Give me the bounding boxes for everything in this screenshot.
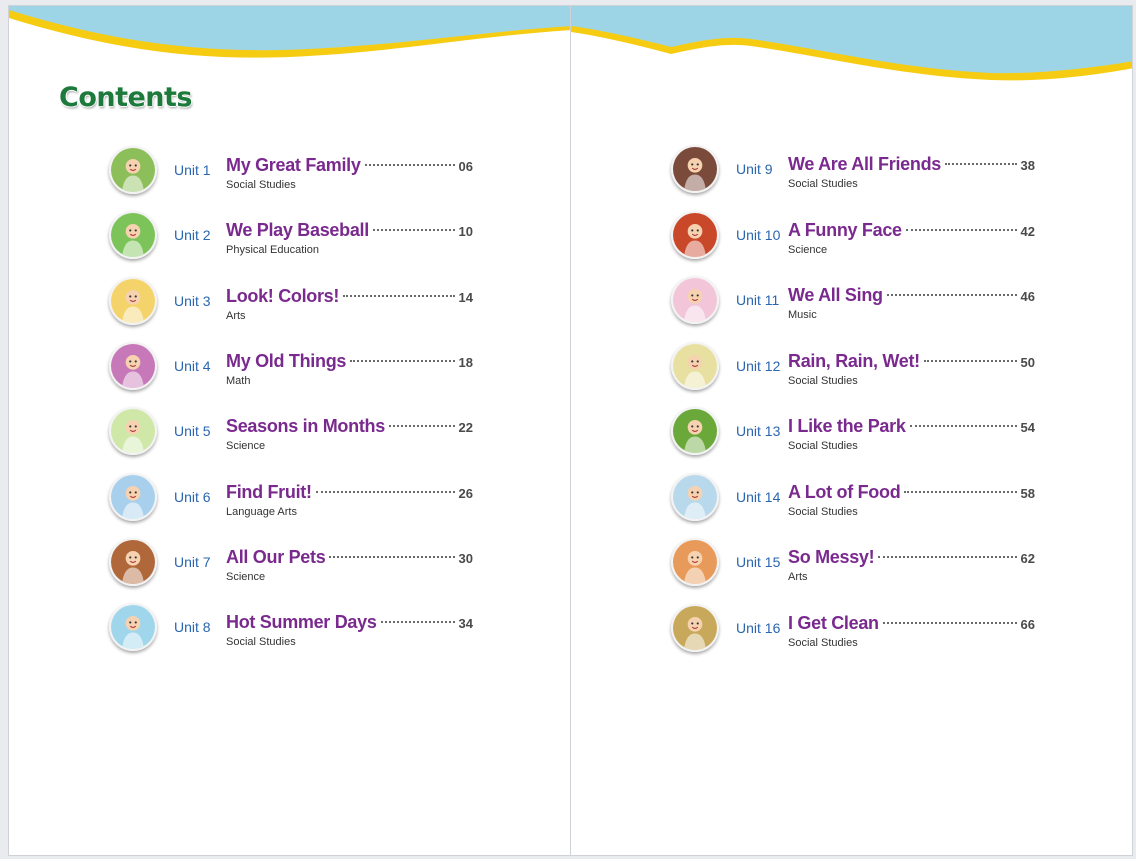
funny-face-icon [671, 211, 719, 259]
unit-title-line [788, 154, 1035, 175]
page-number: 38 [1020, 158, 1035, 173]
baseball-kid-icon [109, 211, 157, 259]
unit-subject: Music [788, 309, 817, 321]
page-number: 62 [1020, 551, 1035, 566]
unit-title-line [788, 285, 1035, 306]
header-wave [571, 6, 1133, 106]
toys-icon [109, 342, 157, 390]
family-photo-icon [109, 146, 157, 194]
page-number: 34 [458, 616, 473, 631]
guitar-kid-icon [671, 276, 719, 324]
page-number: 22 [458, 420, 473, 435]
unit-entry[interactable] [671, 604, 1035, 656]
unit-title[interactable]: We Play Baseball [226, 220, 369, 240]
page-number: 18 [458, 355, 473, 370]
unit-title[interactable]: Rain, Rain, Wet! [788, 351, 920, 371]
unit-entry[interactable] [671, 276, 1035, 328]
page-number: 06 [458, 159, 473, 174]
page-number: 26 [458, 486, 473, 501]
unit-subject: Science [226, 440, 266, 452]
unit-subject: Arts [788, 571, 808, 583]
unit-subject: Language Arts [226, 506, 297, 518]
food-kid-icon [671, 473, 719, 521]
unit-title-line [788, 613, 1035, 634]
unit-title-line [788, 547, 1035, 568]
unit-subject: Math [226, 375, 251, 387]
unit-number: Unit 5 [174, 423, 211, 439]
rain-kid-icon [671, 342, 719, 390]
unit-title[interactable]: A Lot of Food [788, 482, 901, 502]
unit-number: Unit 8 [174, 619, 211, 635]
unit-number: Unit 2 [174, 227, 211, 243]
dot-leader [887, 294, 1017, 296]
unit-entry[interactable] [671, 342, 1035, 394]
unit-subject: Social Studies [788, 440, 858, 452]
page-number: 46 [1020, 289, 1035, 304]
unit-subject: Social Studies [788, 178, 858, 190]
unit-title[interactable]: So Messy! [788, 547, 875, 567]
tree-icon [109, 407, 157, 455]
unit-number: Unit 10 [736, 227, 781, 243]
unit-title[interactable]: My Old Things [226, 351, 347, 371]
unit-title[interactable]: Seasons in Months [226, 416, 385, 436]
unit-title-line [226, 286, 473, 307]
page-number: 50 [1020, 355, 1035, 370]
unit-title[interactable]: All Our Pets [226, 547, 326, 567]
page-number: 14 [458, 290, 473, 305]
unit-number: Unit 15 [736, 554, 781, 570]
unit-subject: Social Studies [788, 375, 858, 387]
unit-title-line [788, 220, 1035, 241]
unit-entry[interactable] [109, 277, 473, 329]
park-icon [671, 407, 719, 455]
unit-title[interactable]: A Funny Face [788, 220, 902, 240]
unit-subject: Physical Education [226, 244, 319, 256]
unit-title-line [226, 416, 473, 437]
page-number: 58 [1020, 486, 1035, 501]
dot-leader [343, 295, 454, 297]
beach-icon [109, 603, 157, 651]
messy-room-icon [671, 538, 719, 586]
unit-number: Unit 6 [174, 489, 211, 505]
unit-number: Unit 9 [736, 161, 773, 177]
washing-kid-icon [671, 604, 719, 652]
unit-entry[interactable] [109, 342, 473, 394]
unit-title[interactable]: Find Fruit! [226, 482, 312, 502]
unit-title-line [788, 416, 1035, 437]
page-number: 66 [1020, 617, 1035, 632]
unit-entry[interactable] [671, 145, 1035, 197]
unit-title-line [226, 155, 473, 176]
unit-title[interactable]: My Great Family [226, 155, 361, 175]
dot-leader [329, 556, 454, 558]
unit-number: Unit 13 [736, 423, 781, 439]
unit-number: Unit 1 [174, 162, 211, 178]
unit-subject: Arts [226, 310, 246, 322]
unit-title-line [226, 220, 473, 241]
unit-entry[interactable] [109, 538, 473, 590]
unit-title[interactable]: We Are All Friends [788, 154, 941, 174]
left-page [8, 5, 571, 856]
dot-leader [878, 556, 1016, 558]
child-face-icon [109, 473, 157, 521]
dot-leader [316, 491, 455, 493]
unit-subject: Social Studies [788, 506, 858, 518]
unit-subject: Social Studies [226, 636, 296, 648]
unit-number: Unit 3 [174, 293, 211, 309]
page-number: 42 [1020, 224, 1035, 239]
unit-entry[interactable] [671, 407, 1035, 459]
dot-leader [373, 229, 455, 231]
dot-leader [945, 163, 1017, 165]
dot-leader [904, 491, 1016, 493]
unit-title-line [226, 482, 473, 503]
unit-title[interactable]: Hot Summer Days [226, 612, 377, 632]
unit-number: Unit 12 [736, 358, 781, 374]
unit-entry[interactable] [671, 473, 1035, 525]
dot-leader [365, 164, 455, 166]
color-wheel-icon [109, 277, 157, 325]
dot-leader [389, 425, 455, 427]
unit-entry[interactable] [109, 146, 473, 198]
unit-entry[interactable] [109, 211, 473, 263]
page-number: 54 [1020, 420, 1035, 435]
dot-leader [381, 621, 455, 623]
unit-title-line [226, 351, 473, 372]
unit-subject: Social Studies [788, 637, 858, 649]
unit-title[interactable]: We All Sing [788, 285, 883, 305]
unit-number: Unit 7 [174, 554, 211, 570]
dot-leader [350, 360, 454, 362]
unit-title[interactable]: Look! Colors! [226, 286, 340, 306]
unit-entry[interactable] [671, 538, 1035, 590]
unit-number: Unit 16 [736, 620, 781, 636]
unit-title-line [226, 547, 473, 568]
unit-number: Unit 14 [736, 489, 781, 505]
unit-title-line [226, 612, 473, 633]
dot-leader [924, 360, 1017, 362]
dot-leader [883, 622, 1017, 624]
unit-number: Unit 11 [736, 292, 780, 308]
unit-title-line [788, 482, 1035, 503]
unit-entry[interactable] [109, 407, 473, 459]
contents-title: Contents [59, 82, 193, 113]
dot-leader [910, 425, 1017, 427]
unit-entry[interactable] [671, 211, 1035, 263]
unit-number: Unit 4 [174, 358, 211, 374]
unit-subject: Science [226, 571, 266, 583]
pets-photo-icon [109, 538, 157, 586]
page-number: 30 [458, 551, 473, 566]
page-number: 10 [458, 224, 473, 239]
unit-title[interactable]: I Like the Park [788, 416, 906, 436]
unit-entry[interactable] [109, 603, 473, 655]
friends-icon [671, 145, 719, 193]
right-page [570, 5, 1133, 856]
unit-entry[interactable] [109, 473, 473, 525]
unit-title-line [788, 351, 1035, 372]
unit-subject: Science [788, 244, 828, 256]
unit-subject: Social Studies [226, 179, 296, 191]
unit-title[interactable]: I Get Clean [788, 613, 879, 633]
dot-leader [906, 229, 1017, 231]
